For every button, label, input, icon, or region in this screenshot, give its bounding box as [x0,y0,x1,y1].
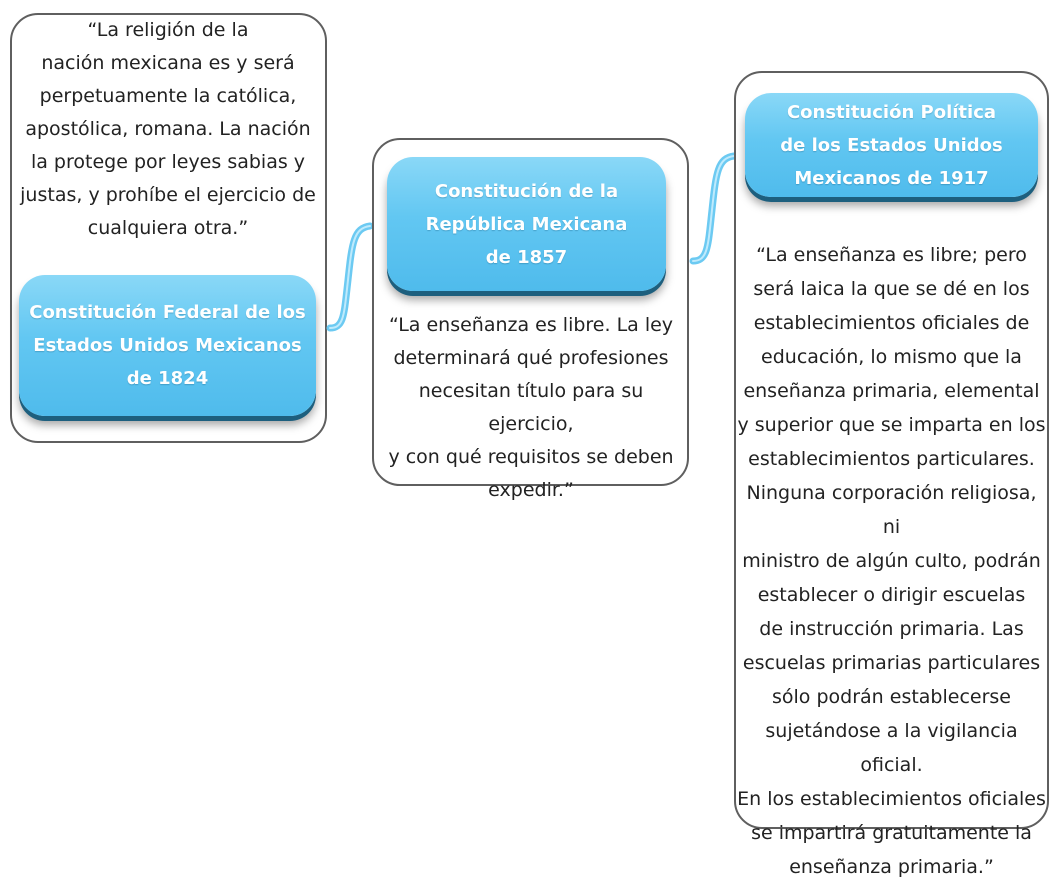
title-pill-1857: Constitución de la República Mexicana de 1857 [387,157,666,291]
connector-1824-1857 [326,220,376,335]
quote-1857: “La enseñanza es libre. La ley determinará qué profesiones necesitan título para su ejercicio, y con qué requisitos se deben expedir.” [388,314,674,501]
connector-1857-1917 [688,150,740,268]
quote-1917: “La enseñanza es libre; pero será laica la que se dé en los establecimientos oficiales de educación, lo mismo que la enseñanza primaria, elemental y superior que se imparta en los establecimientos particulares. Ninguna corporación religiosa, ni ministro de algún culto, podrán establecer o dirigir escuelas de instrucción primaria. Las escuelas primarias particulares sólo podrán establecerse sujetándose a la vigilancia oficial. En los establecimientos oficiales se impartirá gratuitamente la enseñanza primaria.” [737,244,1046,878]
quote-1824: “La religión de la nación mexicana es y será perpetuamente la católica, apostólica, romana. La nación la protege por leyes sabias y justas, y prohíbe el ejercicio de cualquiera otra.” [20,19,316,239]
title-pill-1824: Constitución Federal de los Estados Unidos Mexicanos de 1824 [19,275,316,416]
title-pill-1917: Constitución Política de los Estados Unidos Mexicanos de 1917 [745,93,1038,197]
